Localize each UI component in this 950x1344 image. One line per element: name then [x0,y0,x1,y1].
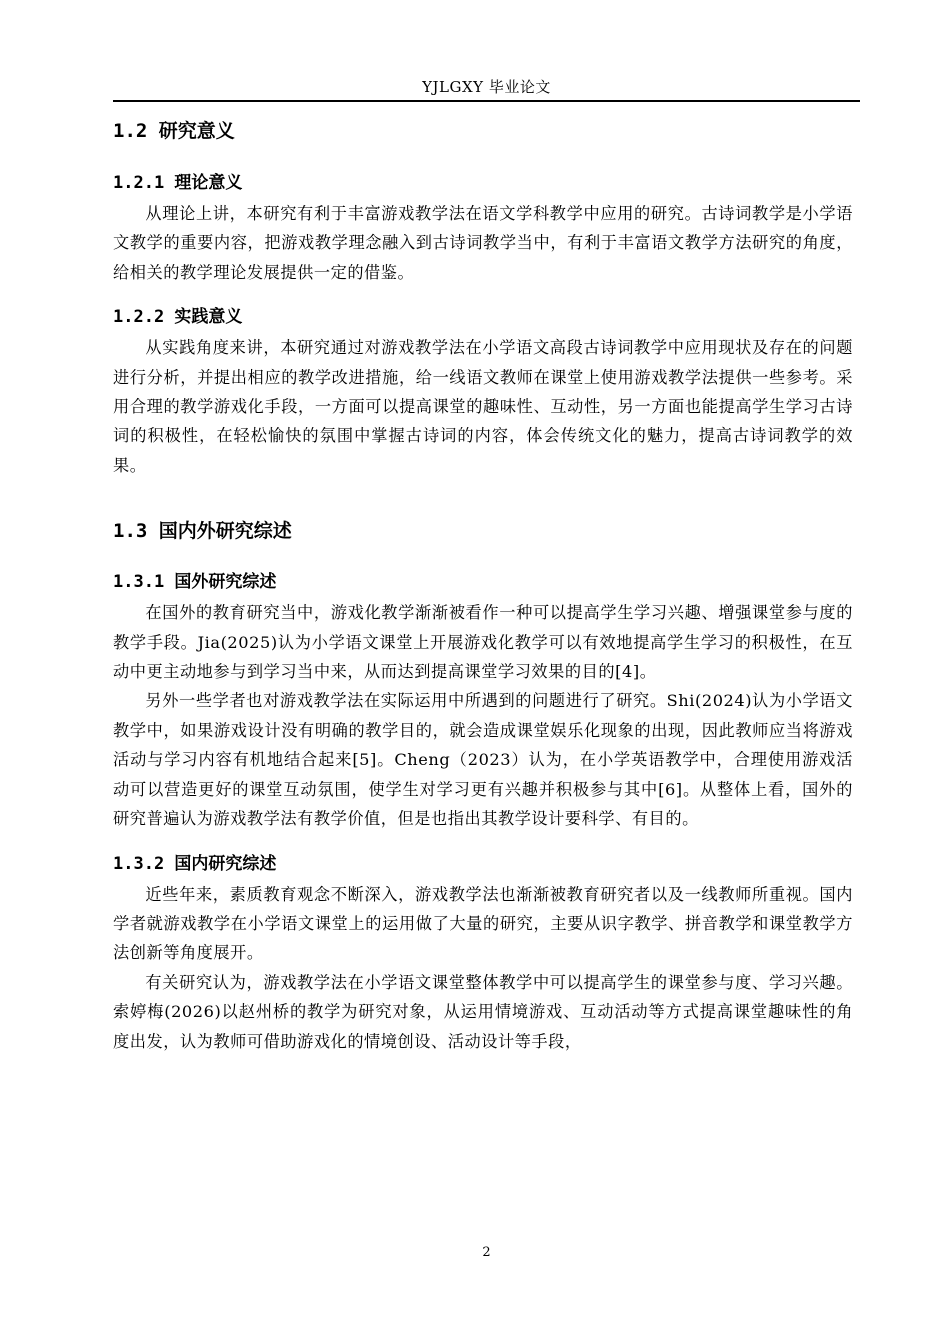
section-heading-1-2: 1.2 研究意义 [113,120,235,142]
section-heading-1-3: 1.3 国内外研究综述 [113,520,292,543]
subsection-heading-1-3-2: 1.3.2 国内研究综述 [113,853,277,874]
page-number: 2 [482,1245,491,1260]
document-body [113,112,853,1056]
subsection-heading-1-2-1: 1.2.1 理论意义 [113,173,243,193]
paragraph: 从实践角度来讲，本研究通过对游戏教学法在小学语文高段古诗词教学中应用现状及存在的问题进行分析，并提出相应的教学改进措施，给一线语文教师在课堂上使用游戏教学法提供一些参考。采用合理的教学游戏化手段，一方面可以提高课堂的趣味性、互动性，另一方面也能提高学生学习古诗词的积极性，在轻松愉快的氛围中掌握古诗词的内容，体会传统文化的魅力，提高古诗词教学的效果。 [113,338,853,475]
page-header: YJLGXY 毕业论文 [422,78,551,96]
subsection-heading-1-2-2: 1.2.2 实践意义 [113,307,243,328]
paragraph: 另外一些学者也对游戏教学法在实际运用中所遇到的问题进行了研究。Shi(2024)认为小学语文教学中，如果游戏设计没有明确的教学目的，就会造成课堂娱乐化现象的出现，因此教师应当将游戏活动与学习内容有机地结合起来[5]。Cheng（2023）认为，在小学英语教学中，合理使用游戏活动可以营造更好的课堂互动氛围，使学生对学习更有兴趣并积极参与其中[6]。从整体上看，国外的研究普遍认为游戏教学法有教学价值，但是也指出其教学设计要科学、有目的。 [113,691,853,829]
paragraph: 在国外的教育研究当中，游戏化教学渐渐被看作一种可以提高学生学习兴趣、增强课堂参与度的教学手段。Jia(2025)认为小学语文课堂上开展游戏化教学可以有效地提高学生学习的积极性，在互动中更主动地参与到学习当中来，从而达到提高课堂学习效果的目的[4]。 [113,603,853,682]
paragraph: 从理论上讲，本研究有利于丰富游戏教学法在语文学科教学中应用的研究。古诗词教学是小学语文教学的重要内容，把游戏教学理念融入到古诗词教学当中，有利于丰富语文教学方法研究的角度，给相关的教学理论发展提供一定的借鉴。 [113,204,853,282]
paragraph: 近些年来，素质教育观念不断深入，游戏教学法也渐渐被教育研究者以及一线教师所重视。国内学者就游戏教学在小学语文课堂上的运用做了大量的研究，主要从识字教学、拼音教学和课堂教学方法创新等角度展开。 [113,884,853,963]
header-rule [113,100,860,102]
paragraph: 有关研究认为，游戏教学法在小学语文课堂整体教学中可以提高学生的课堂参与度、学习兴趣。索婷梅(2026)以赵州桥的教学为研究对象，从运用情境游戏、互动活动等方式提高课堂趣味性的角度出发，认为教师可借助游戏化的情境创设、活动设计等手段， [113,972,853,1051]
subsection-heading-1-3-1: 1.3.1 国外研究综述 [113,572,277,593]
